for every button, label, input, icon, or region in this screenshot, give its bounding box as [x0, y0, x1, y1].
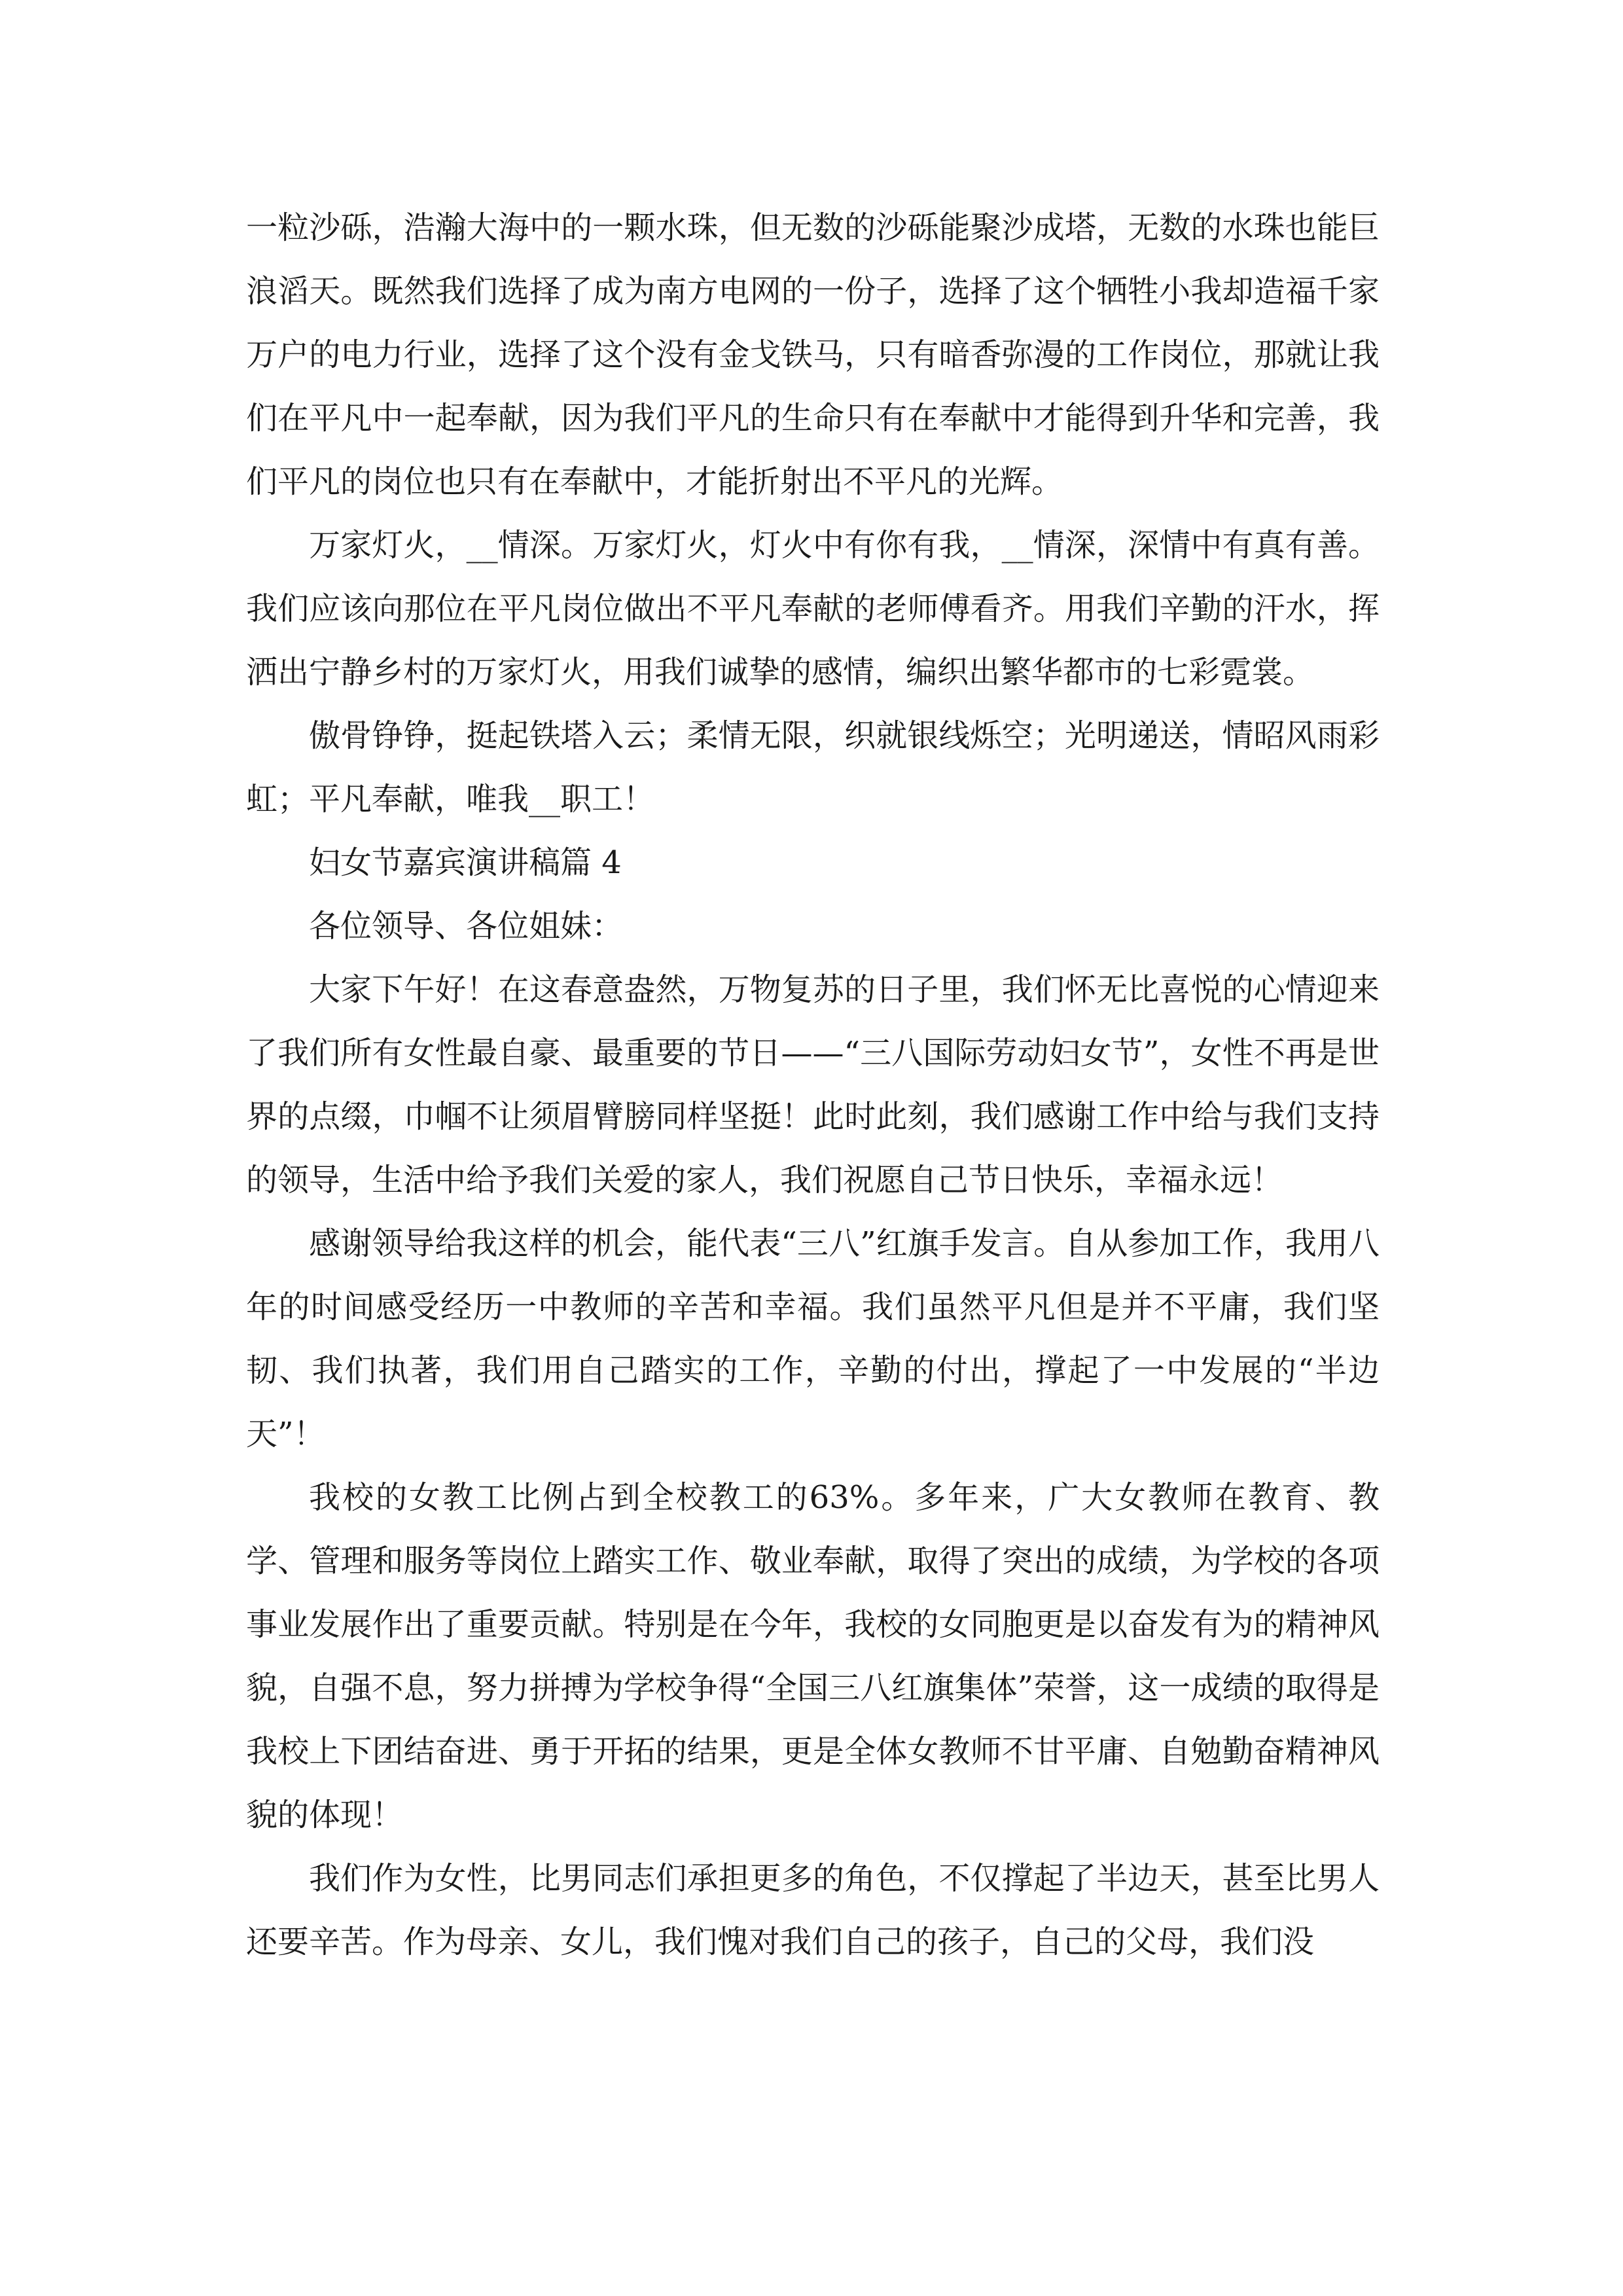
- paragraph-school: 我校的女教工比例占到全校教工的63%。多年来，广大女教师在教育、教学、管理和服务等岗位上踏实工作、敬业奉献，取得了突出的成绩，为学校的各项事业发展作出了重要贡献。特别是在今年，我校的女同胞更是以奋发有为的精神风貌，自强不息，努力拼搏为学校争得“全国三八红旗集体”荣誉，这一成绩的取得是我校上下团结奋进、勇于开拓的结果，更是全体女教师不甘平庸、自勉勤奋精神风貌的体现！: [246, 1479, 1380, 1833]
- salutation: 各位领导、各位姐妹：: [309, 908, 624, 944]
- paragraph-roles: 我们作为女性，比男同志们承担更多的角色，不仅撑起了半边天，甚至比男人还要辛苦。作为母亲、女儿，我们愧对我们自己的孩子，自己的父母，我们没: [246, 1860, 1380, 1960]
- paragraph-lights: 万家灯火，__情深。万家灯火，灯火中有你有我，__情深，深情中有真有善。我们应该向那位在平凡岗位做出不平凡奉献的老师傅看齐。用我们辛勤的汗水，挥洒出宁静乡村的万家灯火，用我们诚挚的感情，编织出繁华都市的七彩霓裳。: [246, 527, 1380, 691]
- paragraph-thanks: 感谢领导给我这样的机会，能代表“三八”红旗手发言。自从参加工作，我用八年的时间感受经历一中教师的辛苦和幸福。我们虽然平凡但是并不平庸，我们坚韧、我们执著，我们用自己踏实的工作，辛勤的付出，撑起了一中发展的“半边天”！: [246, 1225, 1380, 1452]
- paragraph-pride: 傲骨铮铮，挺起铁塔入云；柔情无限，织就银线烁空；光明递送，情昭风雨彩虹；平凡奉献，唯我__职工！: [246, 717, 1380, 817]
- section-heading: 妇女节嘉宾演讲稿篇 4: [309, 844, 622, 881]
- document-body: [246, 196, 1380, 1974]
- paragraph-greeting: 大家下午好！在这春意盎然，万物复苏的日子里，我们怀无比喜悦的心情迎来了我们所有女性最自豪、最重要的节日——“三八国际劳动妇女节”，女性不再是世界的点缀，巾帼不让须眉臂膀同样坚挺！此时此刻，我们感谢工作中给与我们支持的领导，生活中给予我们关爱的家人，我们祝愿自己节日快乐，幸福永远！: [246, 971, 1380, 1198]
- paragraph-continuation: 一粒沙砾，浩瀚大海中的一颗水珠，但无数的沙砾能聚沙成塔，无数的水珠也能巨浪滔天。既然我们选择了成为南方电网的一份子，选择了这个牺牲小我却造福千家万户的电力行业，选择了这个没有金戈铁马，只有暗香弥漫的工作岗位，那就让我们在平凡中一起奉献，因为我们平凡的生命只有在奉献中才能得到升华和完善，我们平凡的岗位也只有在奉献中，才能折射出不平凡的光辉。: [246, 209, 1380, 500]
